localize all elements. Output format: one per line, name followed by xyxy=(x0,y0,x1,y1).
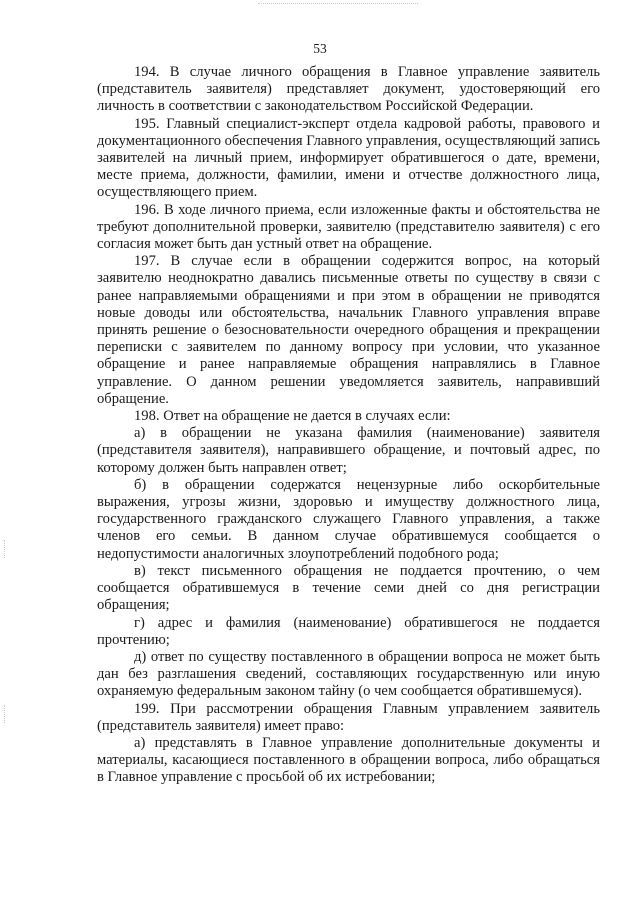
paragraph-199: 199. При рассмотрении обращения Главным управлением заявитель (представитель заявителя) имеет право: xyxy=(97,700,600,734)
page-number: 53 xyxy=(313,41,327,56)
paragraph-198-g: г) адрес и фамилия (наименование) обратившегося не поддается прочтению; xyxy=(97,614,600,648)
paragraph-198-a: а) в обращении не указана фамилия (наименование) заявителя (представителя заявителя), направившего обращение, и почтовый адрес, по которому должен быть направлен ответ; xyxy=(97,425,600,476)
paragraph-198-v: в) текст письменного обращения не поддается прочтению, о чем сообщается обратившемуся в течение семи дней со дня регистрации обращения; xyxy=(97,562,600,614)
scan-artifact-left-1 xyxy=(4,540,6,558)
paragraph-198-d: д) ответ по существу поставленного в обращении вопроса не может быть дан без разглашения сведений, составляющих государственную или иную охраняемую федеральным законом тайну (о чем сообщается обратившемуся). xyxy=(97,648,600,700)
paragraph-197: 197. В случае если в обращении содержится вопрос, на который заявителю неоднократно давались письменные ответы по существу в связи с ранее направляемыми обращениями и при этом в обращении не приводятся новые доводы или обстоятельства, начальник Главного управления вправе принять решение о безосновательности очередного обращения и прекращении переписки с заявителем по данному вопросу при условии, что указанное обращение и ранее направляемые обращения направлялись в Главное управление. О данном решении уведомляется заявитель, направивший обращение. xyxy=(97,253,600,407)
paragraph-198-b: б) в обращении содержатся нецензурные либо оскорбительные выражения, угрозы жизни, здоровью и имуществу должностного лица, государственного гражданского служащего Главного управления, а также членов его семьи. В данном случае обратившемуся сообщается о недопустимости аналогичных злоупотреблений подобного рода; xyxy=(97,476,600,562)
paragraph-195: 195. Главный специалист-эксперт отдела кадровой работы, правового и документационного обеспечения Главного управления, осуществляющий запись заявителей на личный прием, информирует обратившегося о дате, времени, месте приема, должности, фамилии, имени и отчестве должностного лица, осуществляющего прием. xyxy=(97,115,600,201)
paragraph-194: 194. В случае личного обращения в Главное управление заявитель (представитель заявителя) представляет документ, удостоверяющий его личность в соответствии с законодательством Российской Федерации. xyxy=(97,64,600,115)
paragraph-196: 196. В ходе личного приема, если изложенные факты и обстоятельства не требуют дополнительной проверки, заявителю (представителю заявителя) с его согласия может быть дан устный ответ на обращение. xyxy=(97,201,600,253)
document-body xyxy=(97,64,600,787)
scan-artifact-left-2 xyxy=(4,705,6,723)
paragraph-199-a: а) представлять в Главное управление дополнительные документы и материалы, касающиеся поставленного в обращении вопроса, либо обращаться в Главное управление с просьбой об их истребовании; xyxy=(97,734,600,786)
paragraph-198: 198. Ответ на обращение не дается в случаях если: xyxy=(134,408,451,425)
scan-artifact-top xyxy=(258,3,418,6)
